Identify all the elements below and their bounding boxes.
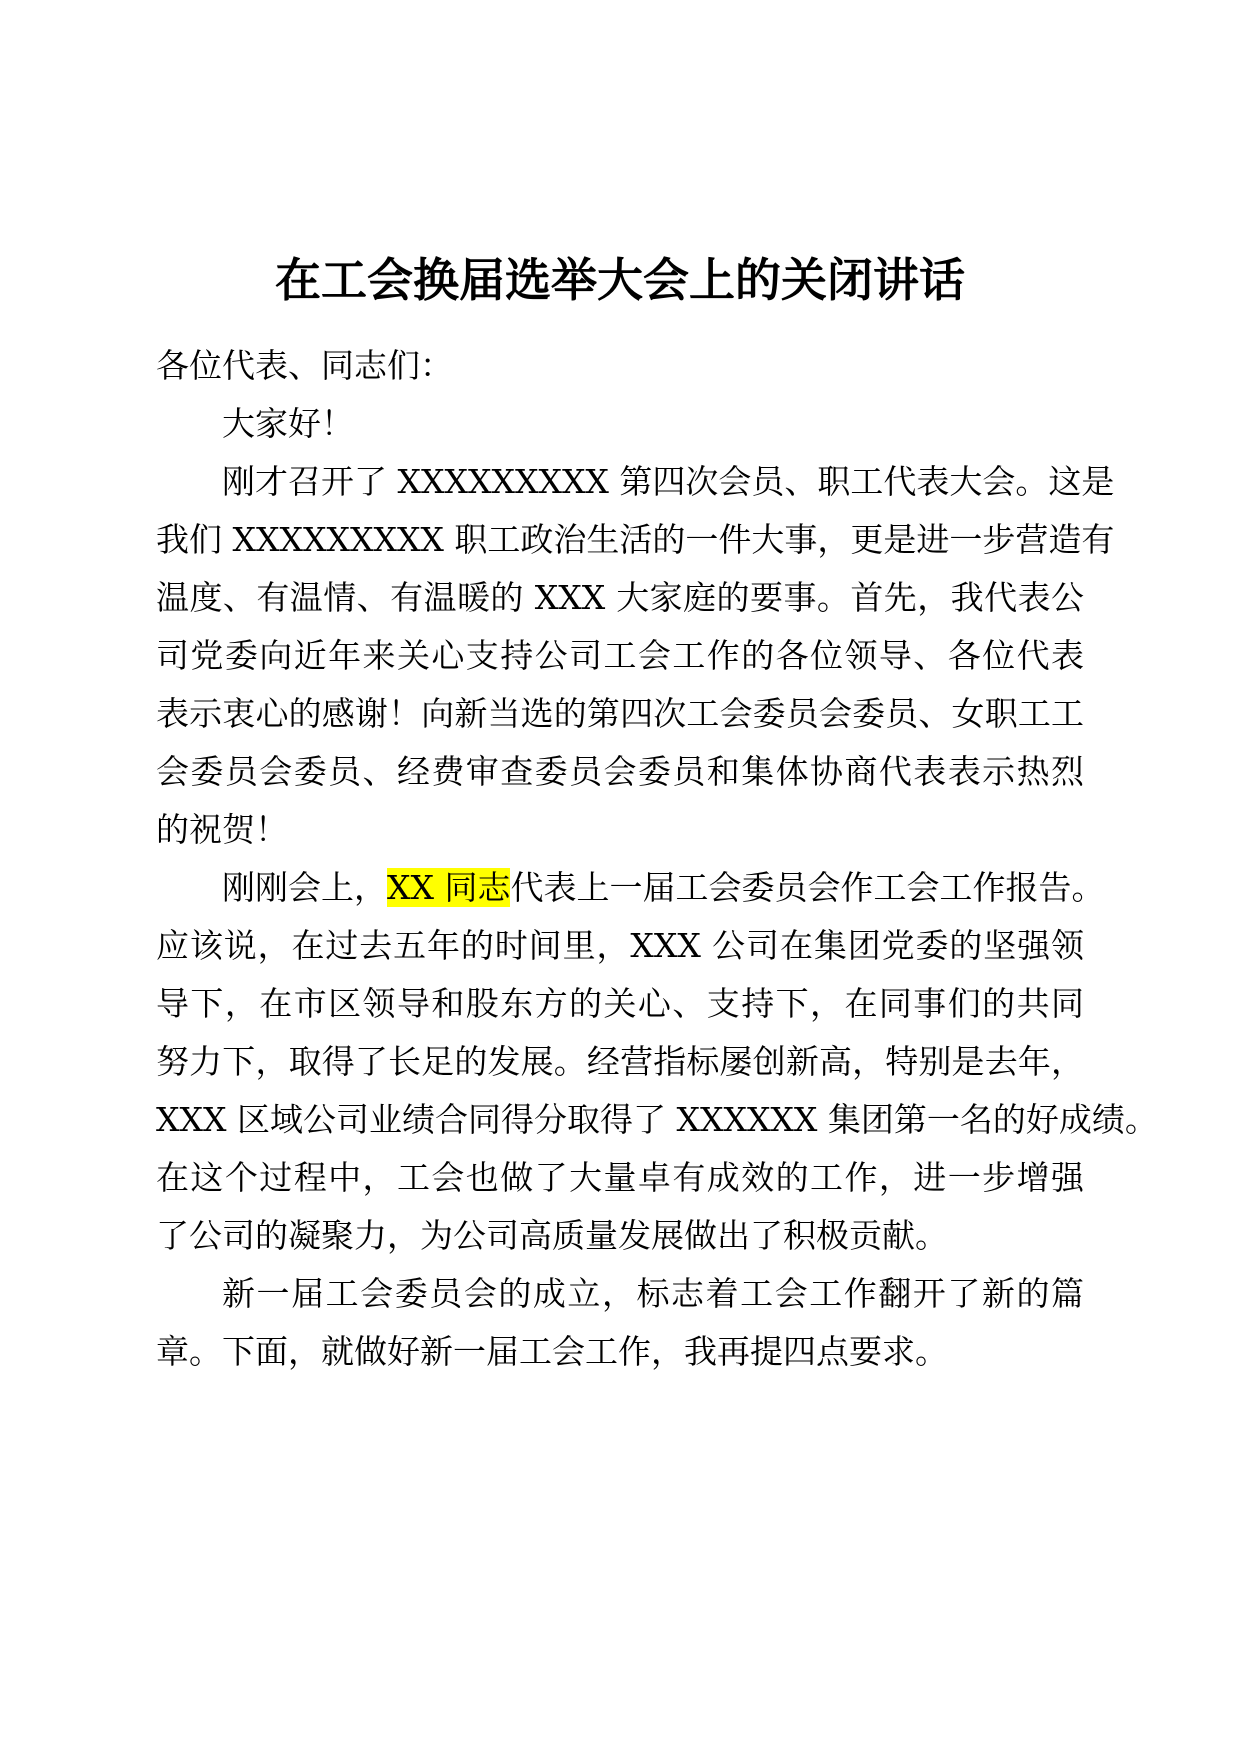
paragraph-line-first [222,856,1104,920]
paragraph-line: 的祝贺！ [156,810,288,849]
paragraph-line: 会委员会委员、经费审查委员会委员和集体协商代表表示热烈 [156,752,1084,791]
paragraph-line: 温度、有温情、有温暖的 XXX 大家庭的要事。首先，我代表公 [156,578,1084,617]
paragraph-line: 我们 XXXXXXXXX 职工政治生活的一件大事，更是进一步营造有 [156,520,1115,559]
highlighted-name: XX 同志 [387,868,511,907]
paragraph-line: 刚才召开了 XXXXXXXXX 第四次会员、职工代表大会。这是 [222,462,1115,501]
paragraph-line: 导下，在市区领导和股东方的关心、支持下，在同事们的共同 [156,984,1084,1023]
greeting: 大家好！ [222,404,354,443]
paragraph-line: 在这个过程中，工会也做了大量卓有成效的工作，进一步增强 [156,1158,1084,1197]
document-title: 在工会换届选举大会上的关闭讲话 [275,253,965,307]
paragraph-text: 刚刚会上， [222,868,387,907]
salutation: 各位代表、同志们： [156,346,453,385]
paragraph-line: 了公司的凝聚力，为公司高质量发展做出了积极贡献。 [156,1216,948,1255]
paragraph-line: 表示衷心的感谢！向新当选的第四次工会委员会委员、女职工工 [156,694,1084,733]
paragraph-line: 章。下面，就做好新一届工会工作，我再提四点要求。 [156,1332,948,1371]
paragraph-line: 新一届工会委员会的成立，标志着工会工作翻开了新的篇 [222,1274,1084,1313]
document-body [156,334,1158,1434]
paragraph-line: 司党委向近年来关心支持公司工会工作的各位领导、各位代表 [156,636,1084,675]
paragraph-line: 努力下，取得了长足的发展。经营指标屡创新高，特别是去年， [156,1042,1084,1081]
paragraph-line: XXX 区域公司业绩合同得分取得了 XXXXXX 集团第一名的好成绩。 [156,1100,1158,1139]
paragraph-text: 代表上一届工会委员会作工会工作报告。 [510,868,1105,907]
paragraph-line: 应该说，在过去五年的时间里，XXX 公司在集团党委的坚强领 [156,926,1084,965]
